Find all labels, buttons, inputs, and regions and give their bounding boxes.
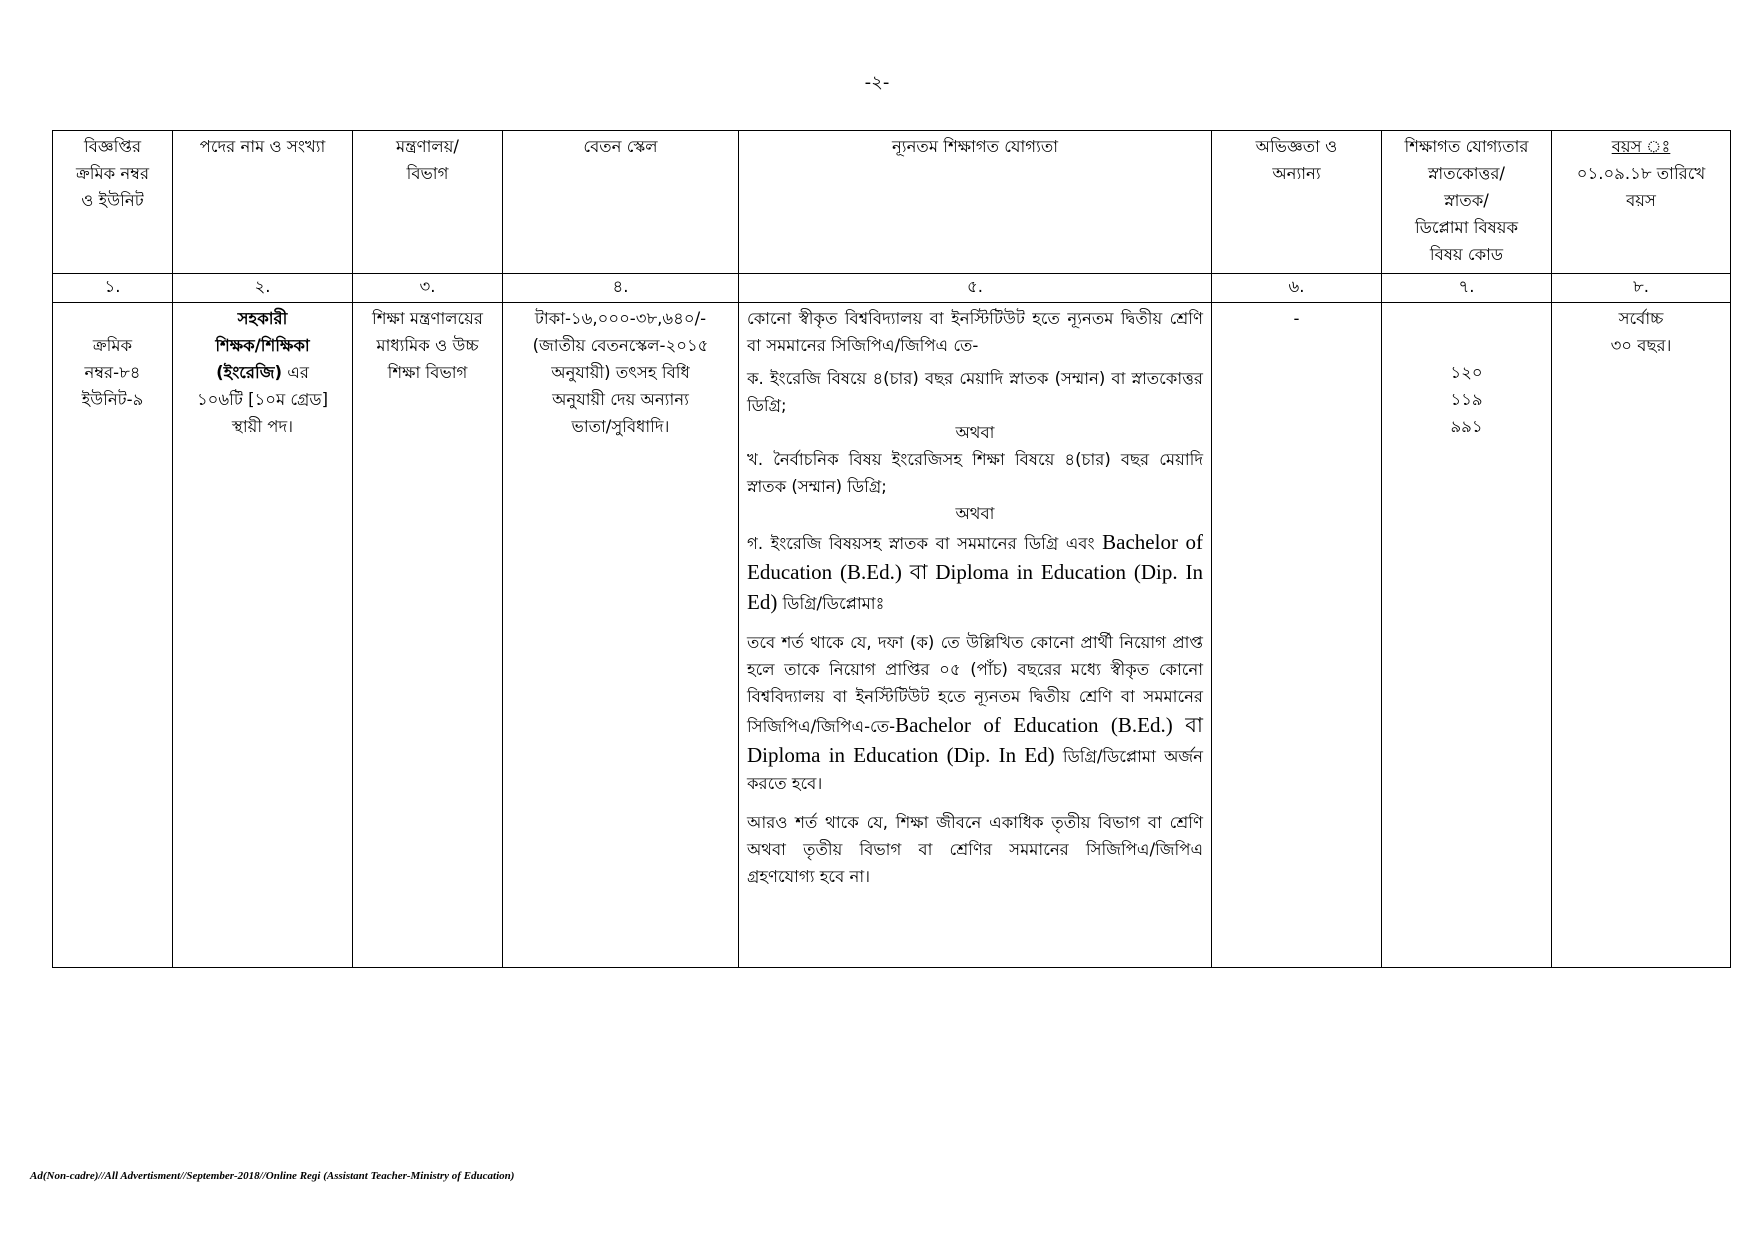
pay-scale-cell: টাকা-১৬,০০০-৩৮,৬৪০/- (জাতীয় বেতনস্কেল-২০১৫ অনুযায়ী) তৎসহ বিধি অনুযায়ী দেয় অন্যান্য ভাতা/সুবিধাদি। bbox=[503, 303, 739, 968]
header-ministry: মন্ত্রণালয়/ বিভাগ bbox=[353, 131, 503, 274]
header-age: বয়স ঃ ০১.০৯.১৮ তারিখে বয়স bbox=[1552, 131, 1731, 274]
header-experience: অভিজ্ঞতা ও অন্যান্য bbox=[1212, 131, 1382, 274]
header-qualification: ন্যূনতম শিক্ষাগত যোগ্যতা bbox=[739, 131, 1212, 274]
serial-cell: ক্রমিক নম্বর-৮৪ ইউনিট-৯ bbox=[53, 303, 173, 968]
column-number: ৭. bbox=[1382, 274, 1552, 303]
column-number: ৬. bbox=[1212, 274, 1382, 303]
post-cell: সহকারী শিক্ষক/শিক্ষিকা (ইংরেজি) এর ১০৬টি [১০ম গ্রেড] স্থায়ী পদ। bbox=[173, 303, 353, 968]
or-separator: অথবা bbox=[955, 504, 995, 523]
column-number: ৩. bbox=[353, 274, 503, 303]
column-number: ১. bbox=[53, 274, 173, 303]
column-number: ৮. bbox=[1552, 274, 1731, 303]
header-pay-scale: বেতন স্কেল bbox=[503, 131, 739, 274]
condition-paragraph-2: আরও শর্ত থাকে যে, শিক্ষা জীবনে একাধিক তৃতীয় বিভাগ বা শ্রেণি অথবা তৃতীয় বিভাগ বা শ্রেণির সমমানের সিজিপিএ/জিপিএ গ্রহণযোগ্য হবে না। bbox=[747, 813, 1203, 886]
subject-code-cell: ১২০ ১১৯ ৯৯১ bbox=[1382, 303, 1552, 968]
page-number: -২- bbox=[864, 72, 890, 93]
footer-reference: Ad(Non-cadre)//All Advertisment//September-2018//Online Regi (Assistant Teacher-Ministry of Education) bbox=[30, 1170, 515, 1182]
header-subject-code: শিক্ষাগত যোগ্যতার স্নাতকোত্তর/ স্নাতক/ ডিপ্লোমা বিষয়ক বিষয় কোড bbox=[1382, 131, 1552, 274]
qualification-option-c: গ. ইংরেজি বিষয়সহ স্নাতক বা সমমানের ডিগ্রি এবং Bachelor of Education (B.Ed.) বা Diploma in Education (Dip. In Ed) ডিগ্রি/ডিপ্লোমাঃ bbox=[747, 530, 1203, 614]
experience-cell: - bbox=[1212, 303, 1382, 968]
column-number: ২. bbox=[173, 274, 353, 303]
qualification-intro: কোনো স্বীকৃত বিশ্ববিদ্যালয় বা ইনস্টিটিউট হতে ন্যূনতম দ্বিতীয় শ্রেণি বা সমমানের সিজিপিএ/জিপিএ তে- bbox=[747, 309, 1203, 355]
column-number: ৫. bbox=[739, 274, 1212, 303]
qualification-option-a: ক. ইংরেজি বিষয়ে ৪(চার) বছর মেয়াদি স্নাতক (সম্মান) বা স্নাতকোত্তর ডিগ্রি; bbox=[747, 369, 1203, 415]
recruitment-table bbox=[52, 130, 1731, 968]
or-separator: অথবা bbox=[955, 423, 995, 442]
header-post: পদের নাম ও সংখ্যা bbox=[173, 131, 353, 274]
header-row bbox=[53, 131, 1731, 274]
table-row bbox=[53, 303, 1731, 968]
qualification-option-b: খ. নৈর্বাচনিক বিষয় ইংরেজিসহ শিক্ষা বিষয়ে ৪(চার) বছর মেয়াদি স্নাতক (সম্মান) ডিগ্রি; bbox=[747, 450, 1203, 496]
condition-paragraph-1: তবে শর্ত থাকে যে, দফা (ক) তে উল্লিখিত কোনো প্রার্থী নিয়োগ প্রাপ্ত হলে তাকে নিয়োগ প্রাপ্তির ০৫ (পাঁচ) বছরের মধ্যে স্বীকৃত কোনো বিশ্ববিদ্যালয় বা ইনস্টিটিউট হতে ন্যূনতম দ্বিতীয় শ্রেণি বা সমমানের সিজিপিএ/জিপিএ-তে-Bachelor of Education (B.Ed.) বা Diploma in Education (Dip. In Ed) ডিগ্রি/ডিপ্লোমা অর্জন করতে হবে। bbox=[747, 633, 1203, 793]
qualification-cell bbox=[739, 303, 1212, 968]
ministry-cell: শিক্ষা মন্ত্রণালয়ের মাধ্যমিক ও উচ্চ শিক্ষা বিভাগ bbox=[353, 303, 503, 968]
age-cell: সর্বোচ্চ ৩০ বছর। bbox=[1552, 303, 1731, 968]
column-number: ৪. bbox=[503, 274, 739, 303]
column-number-row bbox=[53, 274, 1731, 303]
header-serial: বিজ্ঞপ্তির ক্রমিক নম্বর ও ইউনিট bbox=[53, 131, 173, 274]
